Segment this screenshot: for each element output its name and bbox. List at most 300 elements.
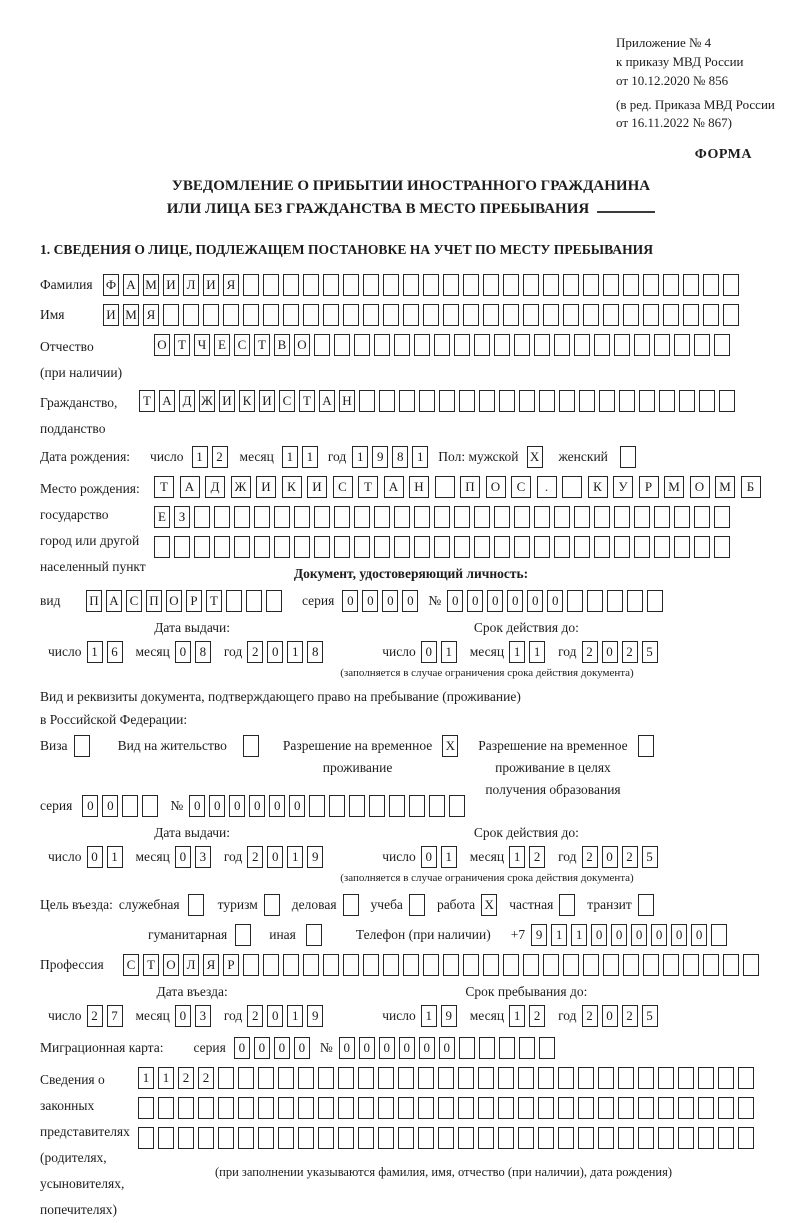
char-cell[interactable]: И: [259, 390, 275, 412]
char-cell[interactable]: 0: [487, 590, 503, 612]
char-cell[interactable]: 0: [382, 590, 398, 612]
char-cell[interactable]: С: [333, 476, 353, 498]
char-cell[interactable]: Т: [143, 954, 159, 976]
char-cell[interactable]: [435, 476, 455, 498]
char-cell[interactable]: 1: [412, 446, 428, 468]
char-cell[interactable]: [274, 506, 290, 528]
char-cell[interactable]: [278, 1127, 294, 1149]
char-cell[interactable]: [514, 506, 530, 528]
char-cell[interactable]: [674, 506, 690, 528]
char-cell[interactable]: [674, 536, 690, 558]
char-cell[interactable]: [438, 1067, 454, 1089]
char-cell[interactable]: [323, 304, 339, 326]
char-cell[interactable]: 2: [529, 846, 545, 868]
char-cell[interactable]: [266, 590, 282, 612]
char-cell[interactable]: 0: [267, 641, 283, 663]
char-cell[interactable]: 1: [87, 641, 103, 663]
char-cell[interactable]: [354, 334, 370, 356]
char-cell[interactable]: [343, 274, 359, 296]
char-cell[interactable]: 9: [531, 924, 547, 946]
char-cell[interactable]: [658, 1127, 674, 1149]
char-cell[interactable]: [194, 536, 210, 558]
char-cell[interactable]: X: [442, 735, 458, 757]
char-cell[interactable]: [323, 274, 339, 296]
char-cell[interactable]: [698, 1067, 714, 1089]
char-cell[interactable]: X: [527, 446, 543, 468]
char-cell[interactable]: [474, 506, 490, 528]
char-cell[interactable]: [234, 506, 250, 528]
char-cell[interactable]: [563, 304, 579, 326]
char-cell[interactable]: 2: [622, 641, 638, 663]
char-cell[interactable]: [338, 1067, 354, 1089]
char-cell[interactable]: 0: [267, 846, 283, 868]
char-cell[interactable]: Р: [223, 954, 239, 976]
char-cell[interactable]: [678, 1067, 694, 1089]
char-cell[interactable]: 2: [582, 846, 598, 868]
char-cell[interactable]: 2: [529, 1005, 545, 1027]
char-cell[interactable]: [598, 1097, 614, 1119]
char-cell[interactable]: [458, 1127, 474, 1149]
char-cell[interactable]: 0: [102, 795, 118, 817]
char-cell[interactable]: [263, 304, 279, 326]
char-cell[interactable]: [554, 334, 570, 356]
char-cell[interactable]: [679, 390, 695, 412]
char-cell[interactable]: [223, 304, 239, 326]
char-cell[interactable]: [523, 274, 539, 296]
char-cell[interactable]: [354, 506, 370, 528]
char-cell[interactable]: 1: [441, 641, 457, 663]
char-cell[interactable]: [498, 1067, 514, 1089]
char-cell[interactable]: [343, 304, 359, 326]
char-cell[interactable]: [283, 954, 299, 976]
char-cell[interactable]: К: [239, 390, 255, 412]
char-cell[interactable]: 0: [399, 1037, 415, 1059]
char-cell[interactable]: [214, 506, 230, 528]
char-cell[interactable]: 2: [622, 846, 638, 868]
char-cell[interactable]: [678, 1097, 694, 1119]
char-cell[interactable]: [643, 304, 659, 326]
char-cell[interactable]: [243, 735, 259, 757]
char-cell[interactable]: [558, 1067, 574, 1089]
char-cell[interactable]: [454, 536, 470, 558]
char-cell[interactable]: [563, 954, 579, 976]
char-cell[interactable]: [274, 536, 290, 558]
char-cell[interactable]: [599, 390, 615, 412]
char-cell[interactable]: [479, 390, 495, 412]
char-cell[interactable]: 0: [527, 590, 543, 612]
char-cell[interactable]: 0: [175, 641, 191, 663]
char-cell[interactable]: 6: [107, 641, 123, 663]
char-cell[interactable]: 0: [267, 1005, 283, 1027]
char-cell[interactable]: М: [143, 274, 159, 296]
char-cell[interactable]: 0: [209, 795, 225, 817]
char-cell[interactable]: [403, 274, 419, 296]
char-cell[interactable]: Л: [183, 274, 199, 296]
char-cell[interactable]: [627, 590, 643, 612]
char-cell[interactable]: Д: [179, 390, 195, 412]
char-cell[interactable]: [583, 274, 599, 296]
char-cell[interactable]: [409, 795, 425, 817]
char-cell[interactable]: [574, 334, 590, 356]
char-cell[interactable]: [309, 795, 325, 817]
char-cell[interactable]: Б: [741, 476, 761, 498]
char-cell[interactable]: [638, 894, 654, 916]
char-cell[interactable]: 3: [195, 1005, 211, 1027]
char-cell[interactable]: [478, 1097, 494, 1119]
char-cell[interactable]: [519, 1037, 535, 1059]
char-cell[interactable]: 1: [302, 446, 318, 468]
char-cell[interactable]: [303, 954, 319, 976]
char-cell[interactable]: [374, 536, 390, 558]
char-cell[interactable]: [349, 795, 365, 817]
char-cell[interactable]: [654, 506, 670, 528]
char-cell[interactable]: С: [279, 390, 295, 412]
char-cell[interactable]: [523, 954, 539, 976]
char-cell[interactable]: [558, 1097, 574, 1119]
char-cell[interactable]: [154, 536, 170, 558]
char-cell[interactable]: 5: [642, 846, 658, 868]
char-cell[interactable]: [579, 390, 595, 412]
char-cell[interactable]: [683, 304, 699, 326]
char-cell[interactable]: [374, 506, 390, 528]
char-cell[interactable]: [738, 1067, 754, 1089]
char-cell[interactable]: [194, 506, 210, 528]
char-cell[interactable]: [538, 1127, 554, 1149]
char-cell[interactable]: [703, 304, 719, 326]
char-cell[interactable]: [423, 304, 439, 326]
char-cell[interactable]: [538, 1097, 554, 1119]
char-cell[interactable]: [603, 274, 619, 296]
char-cell[interactable]: [458, 1097, 474, 1119]
char-cell[interactable]: [358, 1067, 374, 1089]
char-cell[interactable]: 0: [82, 795, 98, 817]
char-cell[interactable]: [338, 1127, 354, 1149]
char-cell[interactable]: [738, 1127, 754, 1149]
char-cell[interactable]: [703, 954, 719, 976]
char-cell[interactable]: [383, 304, 399, 326]
char-cell[interactable]: [567, 590, 583, 612]
char-cell[interactable]: [314, 334, 330, 356]
char-cell[interactable]: 1: [158, 1067, 174, 1089]
char-cell[interactable]: [639, 390, 655, 412]
char-cell[interactable]: [378, 1067, 394, 1089]
char-cell[interactable]: Т: [299, 390, 315, 412]
char-cell[interactable]: [443, 304, 459, 326]
char-cell[interactable]: [438, 1097, 454, 1119]
char-cell[interactable]: [434, 506, 450, 528]
char-cell[interactable]: [587, 590, 603, 612]
char-cell[interactable]: [619, 390, 635, 412]
char-cell[interactable]: [719, 390, 735, 412]
char-cell[interactable]: [323, 954, 339, 976]
char-cell[interactable]: [419, 390, 435, 412]
char-cell[interactable]: [618, 1127, 634, 1149]
char-cell[interactable]: 0: [602, 1005, 618, 1027]
char-cell[interactable]: А: [180, 476, 200, 498]
char-cell[interactable]: Ф: [103, 274, 119, 296]
char-cell[interactable]: [238, 1097, 254, 1119]
char-cell[interactable]: 0: [362, 590, 378, 612]
char-cell[interactable]: 5: [642, 641, 658, 663]
char-cell[interactable]: [498, 1127, 514, 1149]
char-cell[interactable]: И: [203, 274, 219, 296]
char-cell[interactable]: [203, 304, 219, 326]
char-cell[interactable]: 0: [342, 590, 358, 612]
char-cell[interactable]: 2: [247, 641, 263, 663]
char-cell[interactable]: 1: [509, 641, 525, 663]
char-cell[interactable]: [235, 924, 251, 946]
char-cell[interactable]: [454, 334, 470, 356]
char-cell[interactable]: 0: [547, 590, 563, 612]
char-cell[interactable]: Ж: [199, 390, 215, 412]
char-cell[interactable]: [198, 1097, 214, 1119]
char-cell[interactable]: [634, 536, 650, 558]
char-cell[interactable]: 0: [611, 924, 627, 946]
char-cell[interactable]: [254, 536, 270, 558]
char-cell[interactable]: [414, 334, 430, 356]
char-cell[interactable]: [663, 274, 679, 296]
char-cell[interactable]: [483, 304, 499, 326]
char-cell[interactable]: [623, 304, 639, 326]
char-cell[interactable]: 0: [189, 795, 205, 817]
char-cell[interactable]: [418, 1097, 434, 1119]
char-cell[interactable]: Н: [409, 476, 429, 498]
char-cell[interactable]: С: [126, 590, 142, 612]
char-cell[interactable]: [354, 536, 370, 558]
char-cell[interactable]: [718, 1097, 734, 1119]
char-cell[interactable]: [163, 304, 179, 326]
char-cell[interactable]: Т: [174, 334, 190, 356]
char-cell[interactable]: [494, 334, 510, 356]
char-cell[interactable]: [483, 274, 499, 296]
char-cell[interactable]: [694, 506, 710, 528]
char-cell[interactable]: [714, 506, 730, 528]
char-cell[interactable]: [463, 274, 479, 296]
char-cell[interactable]: X: [481, 894, 497, 916]
char-cell[interactable]: [218, 1067, 234, 1089]
char-cell[interactable]: [683, 274, 699, 296]
char-cell[interactable]: 0: [379, 1037, 395, 1059]
char-cell[interactable]: [714, 334, 730, 356]
char-cell[interactable]: [623, 274, 639, 296]
char-cell[interactable]: И: [256, 476, 276, 498]
char-cell[interactable]: О: [690, 476, 710, 498]
char-cell[interactable]: [638, 1127, 654, 1149]
char-cell[interactable]: 2: [247, 1005, 263, 1027]
char-cell[interactable]: [278, 1067, 294, 1089]
char-cell[interactable]: [694, 334, 710, 356]
char-cell[interactable]: [563, 274, 579, 296]
char-cell[interactable]: [218, 1127, 234, 1149]
char-cell[interactable]: [554, 506, 570, 528]
char-cell[interactable]: О: [294, 334, 310, 356]
char-cell[interactable]: [142, 795, 158, 817]
char-cell[interactable]: [518, 1067, 534, 1089]
char-cell[interactable]: 2: [87, 1005, 103, 1027]
char-cell[interactable]: Т: [154, 476, 174, 498]
char-cell[interactable]: [634, 334, 650, 356]
char-cell[interactable]: [514, 334, 530, 356]
char-cell[interactable]: И: [307, 476, 327, 498]
char-cell[interactable]: П: [146, 590, 162, 612]
char-cell[interactable]: А: [384, 476, 404, 498]
char-cell[interactable]: [518, 1127, 534, 1149]
char-cell[interactable]: 0: [229, 795, 245, 817]
char-cell[interactable]: [418, 1127, 434, 1149]
char-cell[interactable]: [459, 1037, 475, 1059]
char-cell[interactable]: [534, 506, 550, 528]
char-cell[interactable]: 0: [602, 846, 618, 868]
char-cell[interactable]: [674, 334, 690, 356]
char-cell[interactable]: [698, 1127, 714, 1149]
char-cell[interactable]: 1: [287, 846, 303, 868]
char-cell[interactable]: 1: [352, 446, 368, 468]
char-cell[interactable]: [359, 390, 375, 412]
char-cell[interactable]: [398, 1097, 414, 1119]
char-cell[interactable]: [263, 954, 279, 976]
char-cell[interactable]: [378, 1097, 394, 1119]
char-cell[interactable]: 0: [421, 641, 437, 663]
char-cell[interactable]: 0: [419, 1037, 435, 1059]
char-cell[interactable]: 0: [439, 1037, 455, 1059]
char-cell[interactable]: [503, 954, 519, 976]
char-cell[interactable]: 0: [289, 795, 305, 817]
char-cell[interactable]: 0: [671, 924, 687, 946]
char-cell[interactable]: [264, 894, 280, 916]
char-cell[interactable]: [718, 1127, 734, 1149]
char-cell[interactable]: 0: [294, 1037, 310, 1059]
char-cell[interactable]: М: [123, 304, 139, 326]
char-cell[interactable]: У: [613, 476, 633, 498]
char-cell[interactable]: [243, 274, 259, 296]
char-cell[interactable]: .: [537, 476, 557, 498]
char-cell[interactable]: [258, 1067, 274, 1089]
char-cell[interactable]: О: [486, 476, 506, 498]
char-cell[interactable]: 0: [175, 1005, 191, 1027]
char-cell[interactable]: 1: [107, 846, 123, 868]
char-cell[interactable]: [188, 894, 204, 916]
char-cell[interactable]: З: [174, 506, 190, 528]
char-cell[interactable]: А: [319, 390, 335, 412]
char-cell[interactable]: 0: [691, 924, 707, 946]
char-cell[interactable]: [283, 274, 299, 296]
char-cell[interactable]: [298, 1067, 314, 1089]
char-cell[interactable]: [638, 1097, 654, 1119]
char-cell[interactable]: 0: [467, 590, 483, 612]
char-cell[interactable]: [514, 536, 530, 558]
char-cell[interactable]: [654, 536, 670, 558]
char-cell[interactable]: 0: [651, 924, 667, 946]
char-cell[interactable]: [539, 390, 555, 412]
char-cell[interactable]: [254, 506, 270, 528]
char-cell[interactable]: [647, 590, 663, 612]
char-cell[interactable]: Ч: [194, 334, 210, 356]
char-cell[interactable]: [643, 274, 659, 296]
char-cell[interactable]: [543, 954, 559, 976]
char-cell[interactable]: [578, 1097, 594, 1119]
char-cell[interactable]: [258, 1127, 274, 1149]
char-cell[interactable]: 1: [509, 846, 525, 868]
char-cell[interactable]: [394, 334, 410, 356]
char-cell[interactable]: [258, 1097, 274, 1119]
char-cell[interactable]: [694, 536, 710, 558]
char-cell[interactable]: 7: [107, 1005, 123, 1027]
char-cell[interactable]: [363, 274, 379, 296]
char-cell[interactable]: А: [123, 274, 139, 296]
char-cell[interactable]: [614, 506, 630, 528]
char-cell[interactable]: [138, 1127, 154, 1149]
char-cell[interactable]: 0: [507, 590, 523, 612]
char-cell[interactable]: Я: [143, 304, 159, 326]
char-cell[interactable]: [723, 274, 739, 296]
char-cell[interactable]: [738, 1097, 754, 1119]
char-cell[interactable]: [643, 954, 659, 976]
char-cell[interactable]: [234, 536, 250, 558]
char-cell[interactable]: К: [282, 476, 302, 498]
char-cell[interactable]: [226, 590, 242, 612]
char-cell[interactable]: 1: [287, 1005, 303, 1027]
char-cell[interactable]: [303, 274, 319, 296]
char-cell[interactable]: [306, 924, 322, 946]
char-cell[interactable]: [334, 506, 350, 528]
char-cell[interactable]: [399, 390, 415, 412]
char-cell[interactable]: [298, 1097, 314, 1119]
char-cell[interactable]: [518, 1097, 534, 1119]
char-cell[interactable]: [379, 390, 395, 412]
char-cell[interactable]: [574, 536, 590, 558]
char-cell[interactable]: [578, 1127, 594, 1149]
char-cell[interactable]: [298, 1127, 314, 1149]
char-cell[interactable]: 1: [571, 924, 587, 946]
char-cell[interactable]: Л: [183, 954, 199, 976]
char-cell[interactable]: [374, 334, 390, 356]
char-cell[interactable]: [658, 1067, 674, 1089]
char-cell[interactable]: [138, 1097, 154, 1119]
char-cell[interactable]: И: [219, 390, 235, 412]
char-cell[interactable]: 0: [269, 795, 285, 817]
char-cell[interactable]: [683, 954, 699, 976]
char-cell[interactable]: [314, 536, 330, 558]
char-cell[interactable]: [303, 304, 319, 326]
char-cell[interactable]: 1: [441, 846, 457, 868]
char-cell[interactable]: О: [154, 334, 170, 356]
char-cell[interactable]: [383, 274, 399, 296]
char-cell[interactable]: [334, 536, 350, 558]
char-cell[interactable]: 0: [591, 924, 607, 946]
char-cell[interactable]: [634, 506, 650, 528]
char-cell[interactable]: [583, 954, 599, 976]
char-cell[interactable]: [414, 536, 430, 558]
char-cell[interactable]: [598, 1067, 614, 1089]
char-cell[interactable]: [578, 1067, 594, 1089]
char-cell[interactable]: [429, 795, 445, 817]
char-cell[interactable]: [663, 304, 679, 326]
char-cell[interactable]: Д: [205, 476, 225, 498]
char-cell[interactable]: [454, 506, 470, 528]
char-cell[interactable]: 9: [307, 1005, 323, 1027]
char-cell[interactable]: 2: [247, 846, 263, 868]
char-cell[interactable]: [598, 1127, 614, 1149]
char-cell[interactable]: 2: [622, 1005, 638, 1027]
char-cell[interactable]: 0: [359, 1037, 375, 1059]
char-cell[interactable]: [607, 590, 623, 612]
char-cell[interactable]: [369, 795, 385, 817]
char-cell[interactable]: [443, 274, 459, 296]
char-cell[interactable]: 9: [372, 446, 388, 468]
char-cell[interactable]: [539, 1037, 555, 1059]
char-cell[interactable]: [499, 1037, 515, 1059]
char-cell[interactable]: [558, 1127, 574, 1149]
